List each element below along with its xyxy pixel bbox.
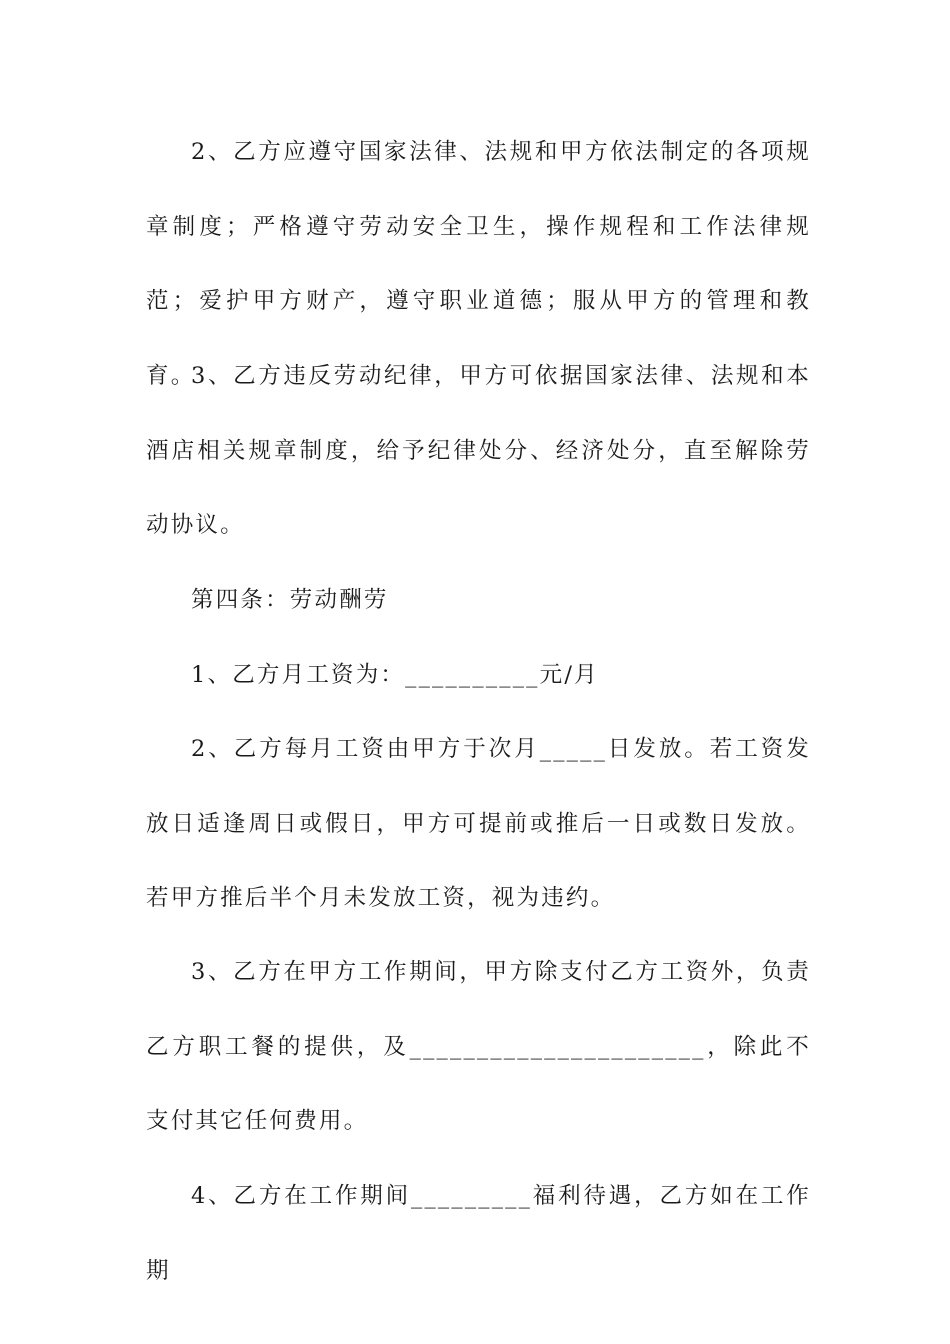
paragraph-clause-2: 2、乙方应遵守国家法律、法规和甲方依法制定的各项规章制度；严格遵守劳动安全卫生，操作规程和工作法律规范；爱护甲方财产，遵守职业道德；服从甲方的管理和教育。 [146, 139, 811, 389]
section-heading-article-4: 第四条：劳动酬劳 [191, 587, 389, 613]
paragraph-clause-3: 3、乙方违反劳动纪律，甲方可依据国家法律、法规和本酒店相关规章制度，给予纪律处分、经济处分，直至解除劳动协议。 [146, 363, 811, 538]
paragraph-salary-amount: 1、乙方月工资为：__________元/月 [191, 662, 599, 688]
paragraph-welfare: 4、乙方在工作期间_________福利待遇，乙方如在工作期 [146, 1183, 811, 1284]
paragraph-payment-date: 2、乙方每月工资由甲方于次月_____日发放。若工资发放日适逢周日或假日，甲方可提前或推后一日或数日发放。若甲方推后半个月未发放工资，视为违约。 [146, 736, 811, 911]
paragraph-other-benefits: 3、乙方在甲方工作期间，甲方除支付乙方工资外，负责乙方职工餐的提供，及______________________，除此不支付其它任何费用。 [146, 959, 811, 1134]
